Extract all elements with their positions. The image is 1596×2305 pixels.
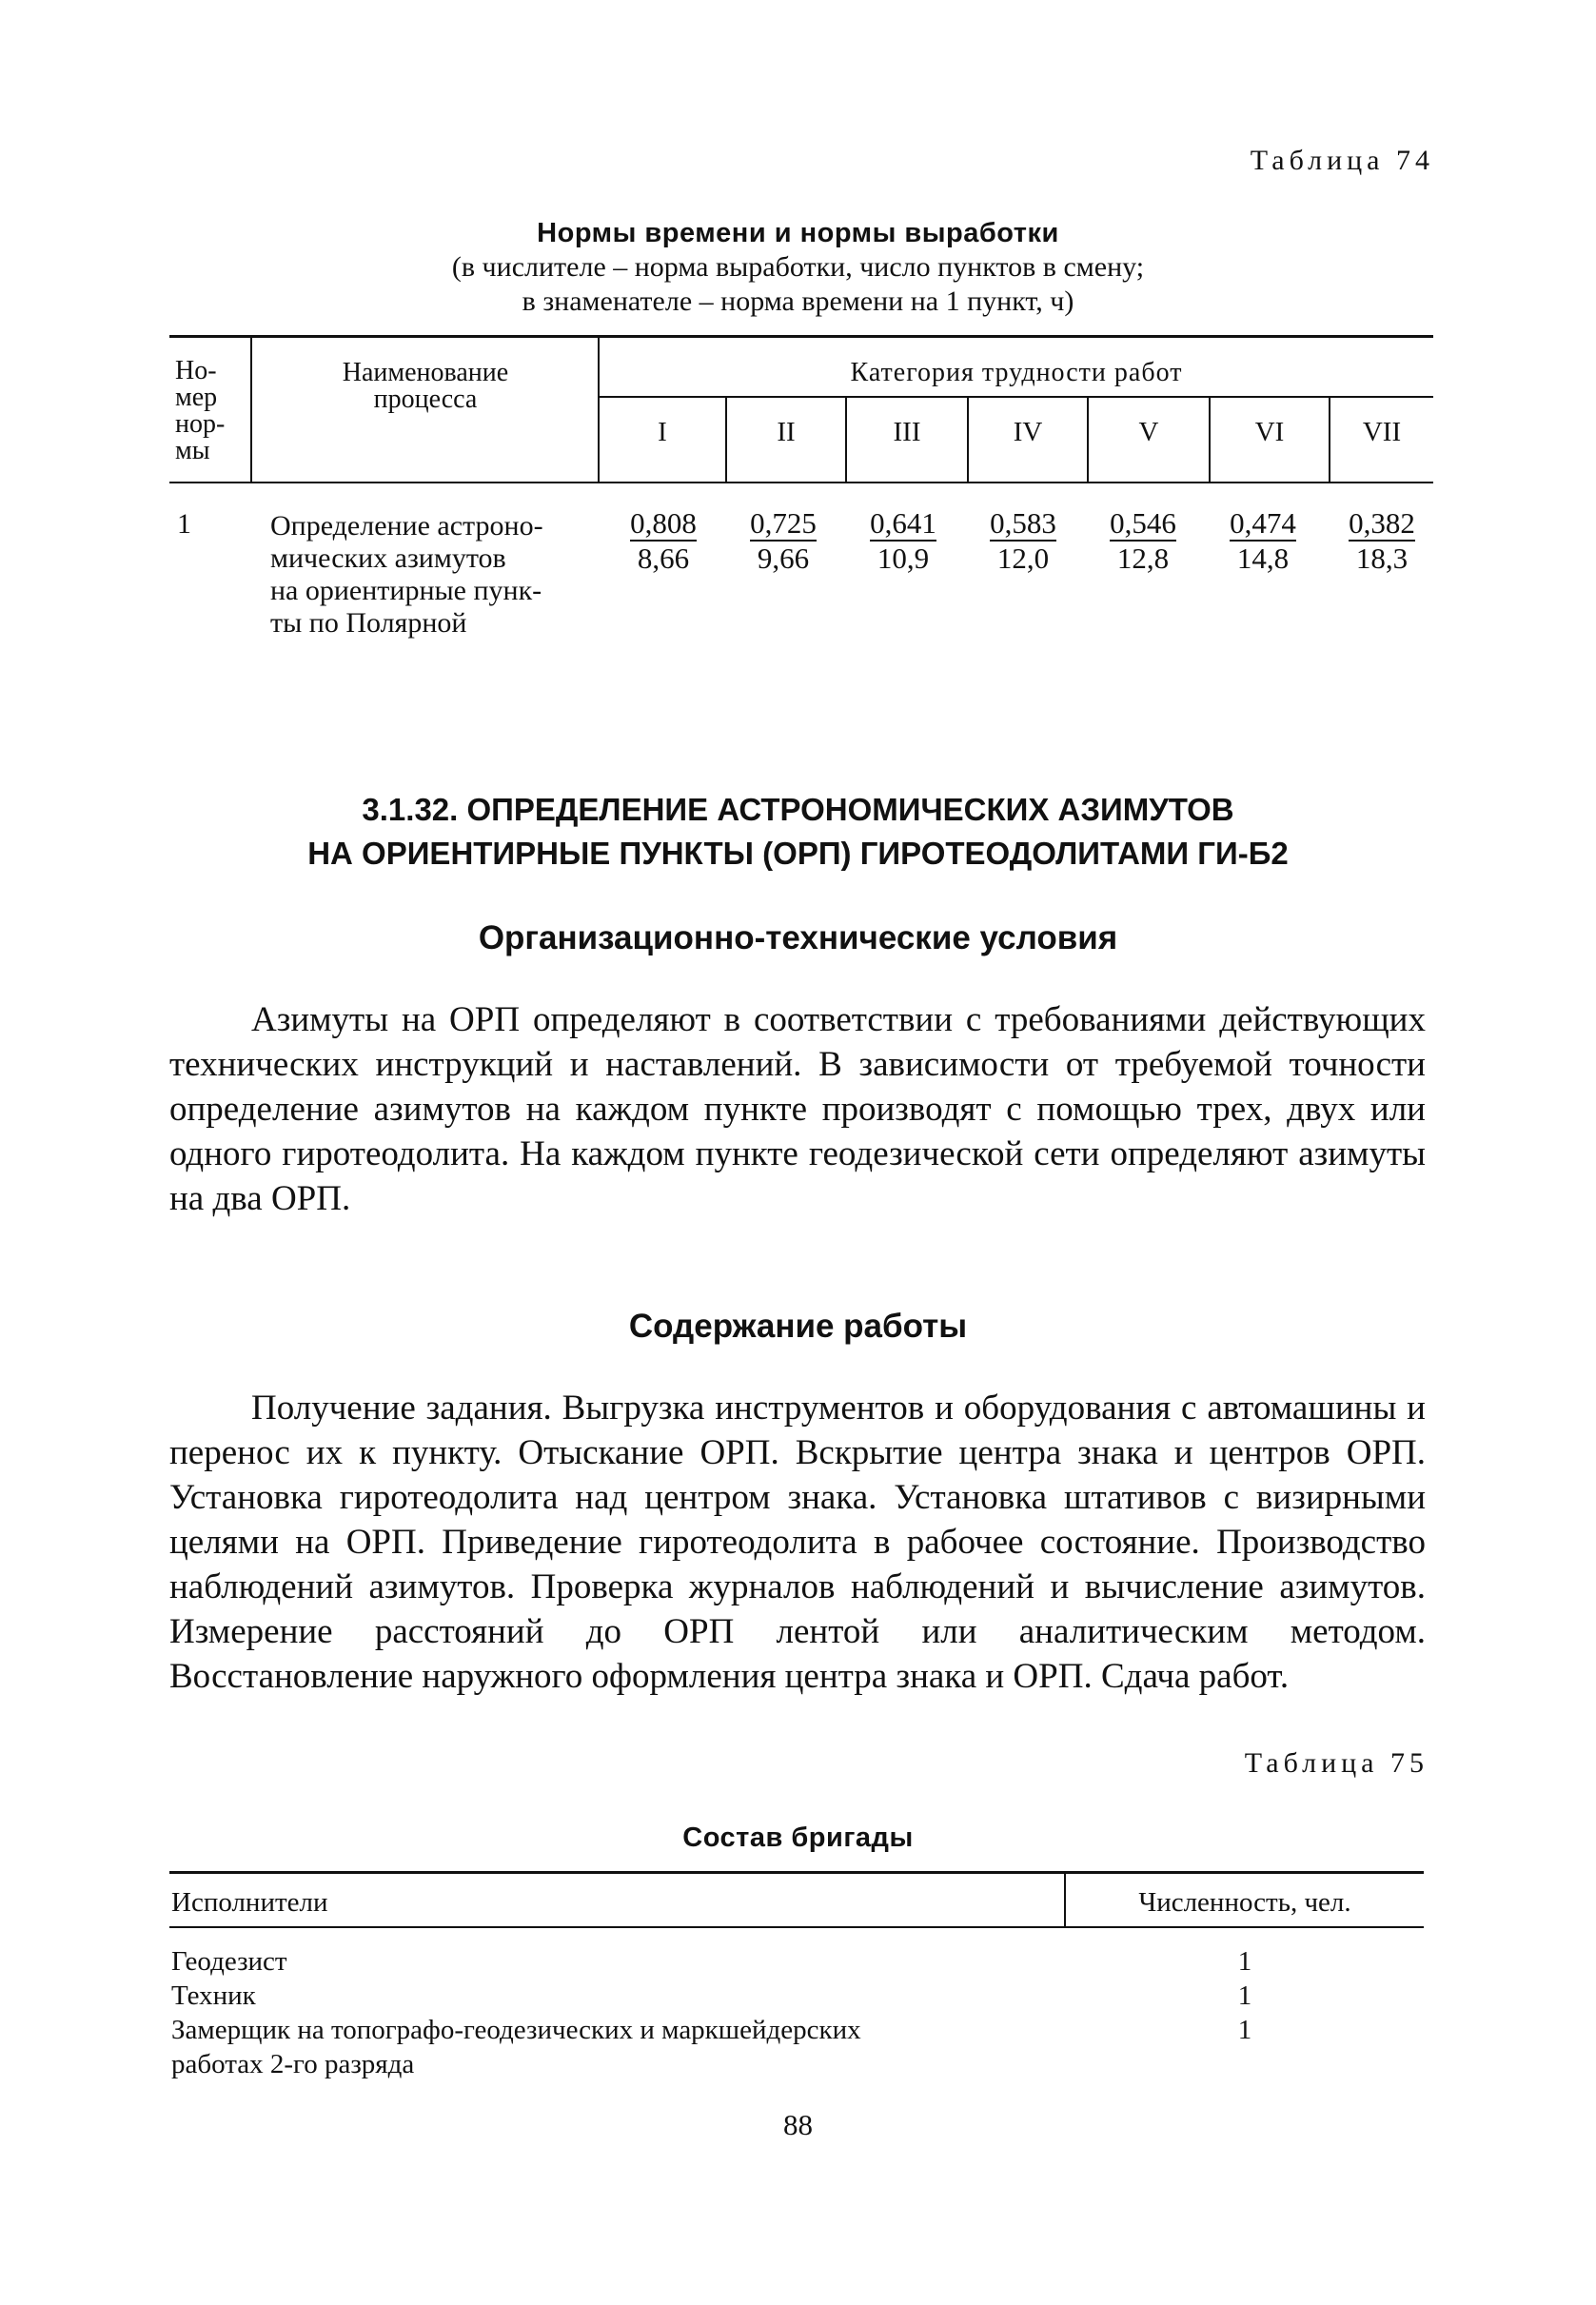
norm-value-cell: 0,725 9,66 [750,506,817,575]
table74-divider [598,337,600,482]
category-col-header: VII [1362,417,1402,447]
paragraph-conditions: Азимуты на ОРП определяют в соответствии с требованиями действующих технических инструкций и наставлений. В зависимости от требуемой точности определение азимутов на каждом пункте производят с помощью трех, двух или одного гиротеодолита. На каждом пункте геодезической сети определяют азимуты на два ОРП. [169,1000,1426,1218]
col-name-header: Наименование процесса [342,358,509,414]
table74-divider [250,337,252,482]
table75-caption: Таблица 75 [1244,1747,1429,1779]
performer-role: Замерщик на топографо-геодезических и маркшейдерских [171,2015,861,2045]
category-col-header: IV [1013,417,1043,447]
row-process-name: Определение астроно- мических азимутов на ориентирные пунк- ты по Полярной [270,510,543,639]
norm-value-cell: 0,641 10,9 [870,506,936,575]
table74-subtitle-1: (в числителе – норма выработки, число пунктов в смену; [451,251,1145,283]
category-col-header: V [1138,417,1159,447]
table75-top-rule [169,1871,1424,1874]
col-num-header: Но- мер нор- мы [175,356,226,465]
performer-count: 1 [1237,1980,1252,2011]
category-col-header: I [658,417,667,447]
category-col-header: VI [1254,417,1285,447]
category-col-header: III [893,417,921,447]
norm-value-cell: 0,474 14,8 [1230,506,1296,575]
paragraph-work-content: Получение задания. Выгрузка инструментов и оборудования с автомашины и перенос их к пункту. Отыскание ОРП. Вскрытие центра знака и центров ОРП. Установка гиротеодолита над центром знака. Установка штативов с визирными целями на ОРП. Приведение гиротеодолита в рабочее состояние. Производство наблюдений азимутов. Проверка журналов наблюдений и вычисление азимутов. Измерение расстояний до ОРП лентой или аналитическим методом. Восстановление наружного оформления центра знака и ОРП. Сдача работ. [169,1389,1426,1696]
category-col-header: II [777,417,796,447]
performer-count: 1 [1237,2015,1252,2045]
table74-top-rule [169,335,1433,338]
table75-title: Состав бригады [682,1822,914,1853]
section-heading-line-2: НА ОРИЕНТИРНЫЕ ПУНКТЫ (ОРП) ГИРОТЕОДОЛИТАМИ ГИ-Б2 [307,836,1289,871]
page-number: 88 [783,2108,813,2141]
norm-value-cell: 0,382 18,3 [1349,506,1415,575]
performer-role: Техник [171,1980,256,2011]
performer-role: Геодезист [171,1946,287,1977]
table74-header-rule [169,482,1433,483]
norm-value-cell: 0,808 8,66 [630,506,697,575]
table74-caption: Таблица 74 [1250,145,1434,176]
performer-role-continued: работах 2-го разряда [171,2049,415,2079]
subheading-conditions: Организационно-технические условия [478,919,1118,956]
norm-value-cell: 0,546 12,8 [1110,506,1176,575]
col-performers-header: Исполнители [171,1887,328,1918]
row-number: 1 [177,508,191,540]
norm-value-cell: 0,583 12,0 [990,506,1056,575]
performer-count: 1 [1237,1946,1252,1977]
table74-subtitle-2: в знаменателе – норма времени на 1 пункт, ч) [522,286,1074,317]
table75-header-rule [169,1926,1424,1928]
col-count-header: Численность, чел. [1138,1887,1351,1918]
section-heading-line-1: 3.1.32. ОПРЕДЕЛЕНИЕ АСТРОНОМИЧЕСКИХ АЗИМУТОВ [362,792,1234,827]
subheading-work-content: Содержание работы [628,1308,968,1345]
table74-title: Нормы времени и нормы выработки [537,218,1059,248]
category-header: Категория трудности работ [850,358,1183,387]
